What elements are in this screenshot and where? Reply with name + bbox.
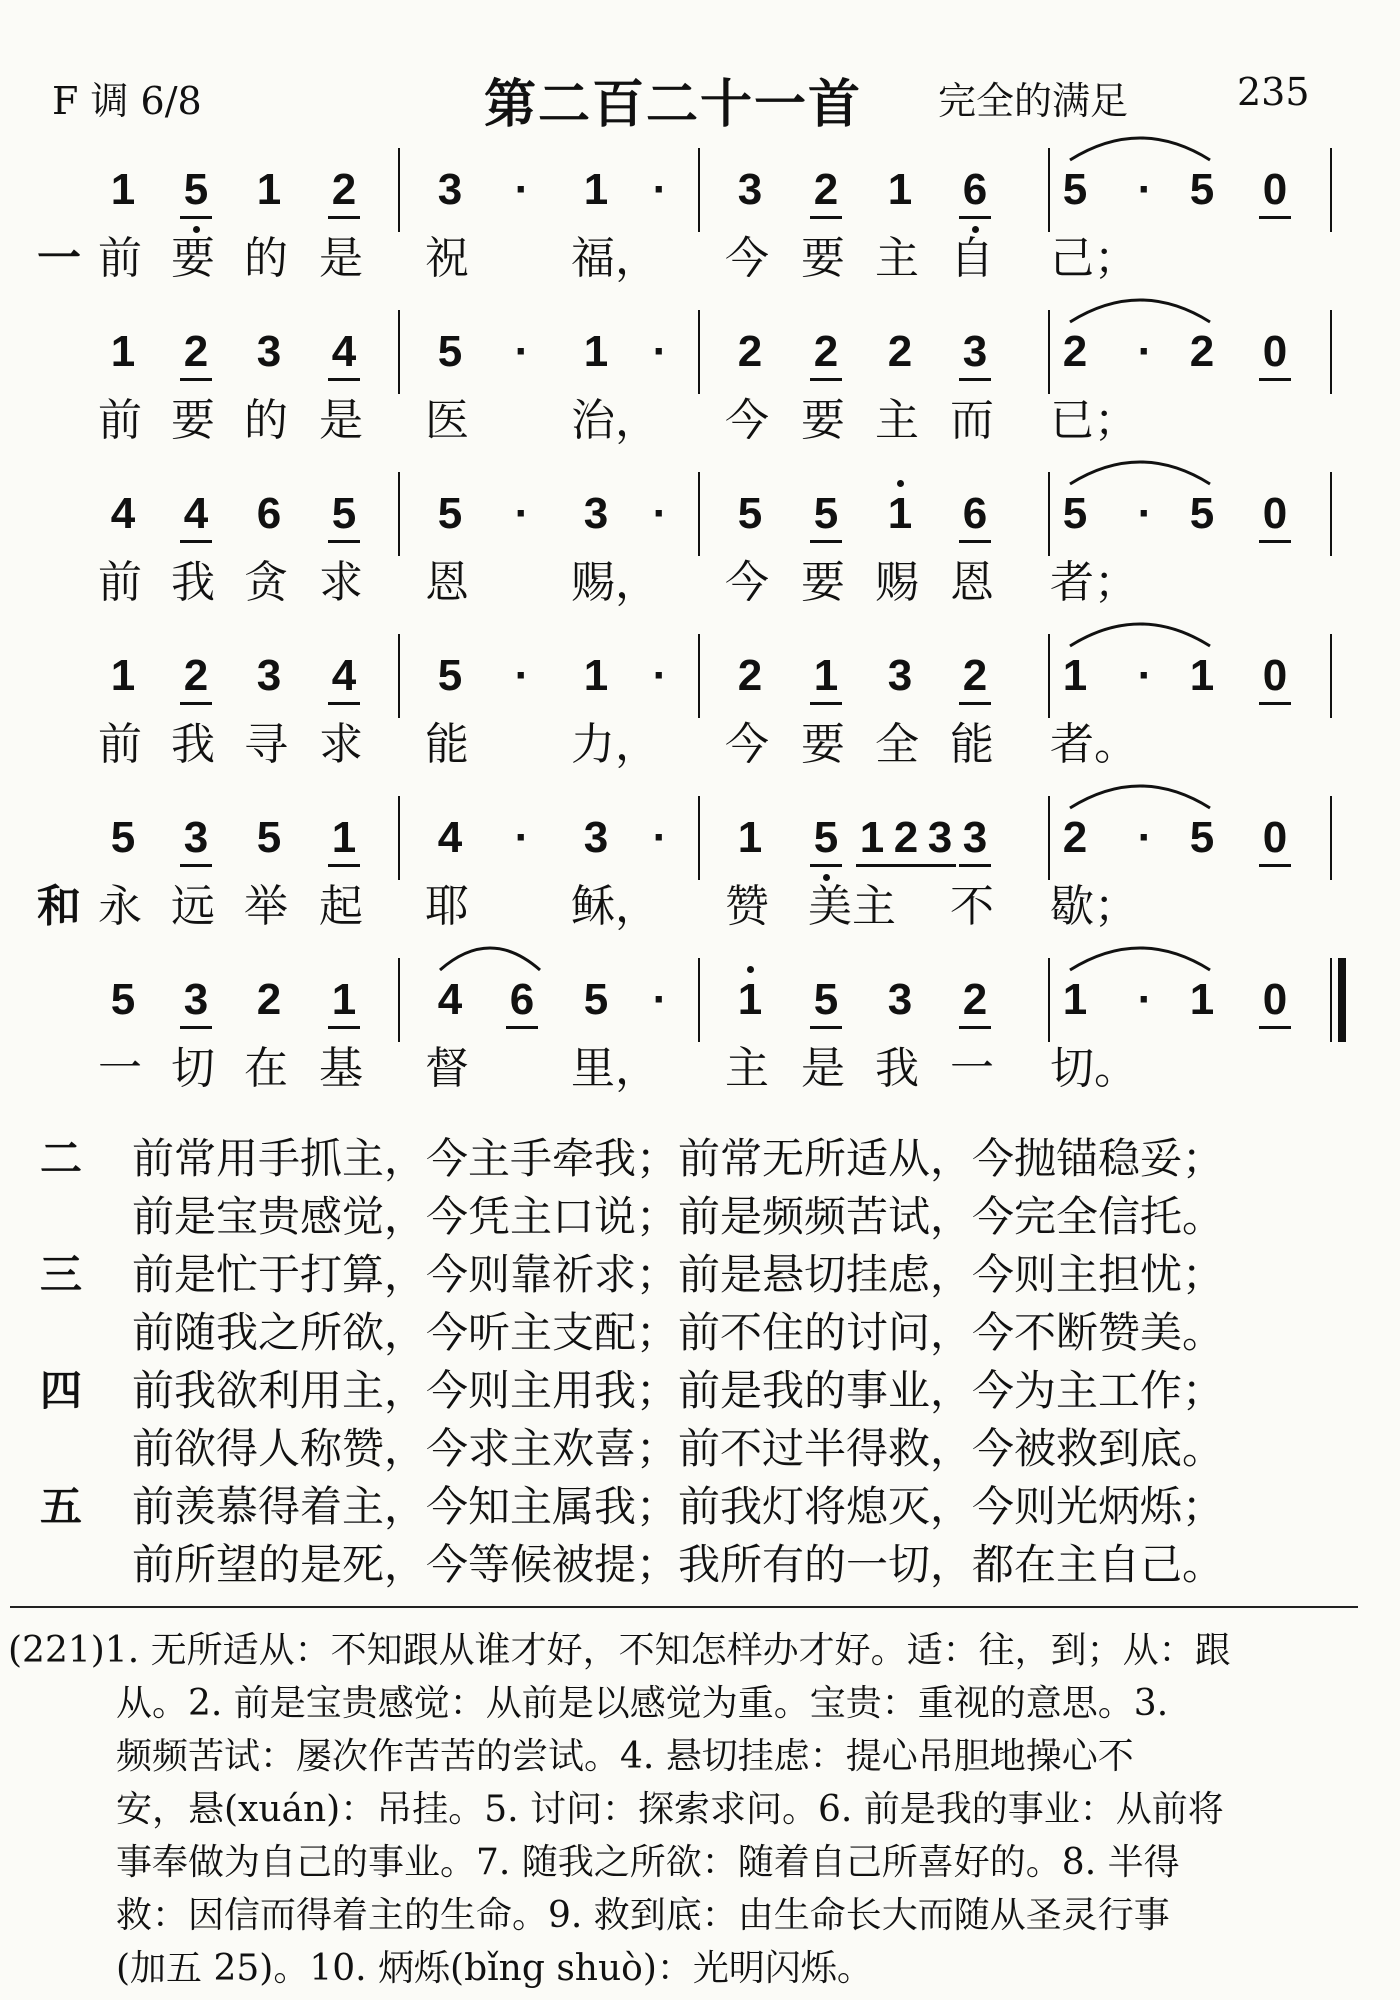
- lyric-syllable: 己；: [1050, 233, 1138, 284]
- stanza-text: 前是忙于打算，今则靠祈求；前是悬切挂虑，今则主担忧；: [132, 1250, 1225, 1299]
- stanza-text: 前常用手抓主，今主手牵我；前常无所适从，今抛锚稳妥；: [132, 1134, 1225, 1183]
- note: 1: [583, 651, 609, 700]
- note: 1: [583, 327, 609, 376]
- lyric-syllable: 能: [950, 719, 994, 770]
- stanza-texts: [40, 1130, 1380, 1594]
- octave-dot: [747, 966, 754, 973]
- note: 2: [962, 651, 988, 700]
- lyric-syllable: 不: [950, 881, 994, 932]
- beam-line: [180, 1026, 212, 1029]
- lyric-syllable: 全: [875, 719, 919, 770]
- lyric-syllable: 前: [98, 395, 142, 446]
- octave-dot: [823, 874, 830, 881]
- stanza-text: 前是宝贵感觉，今凭主口说；前是频频苦试，今完全信托。: [132, 1192, 1225, 1241]
- stanza-number: 二: [40, 1134, 83, 1183]
- note: 1: [859, 813, 885, 862]
- stanza-line: [40, 1304, 1380, 1362]
- beam-line: [1259, 540, 1291, 543]
- note: 5: [813, 489, 839, 538]
- note: 5: [1062, 489, 1088, 538]
- note: 1: [1189, 651, 1215, 700]
- lyric-syllable: 寻: [244, 719, 288, 770]
- note: 6: [962, 489, 988, 538]
- note: 3: [887, 651, 913, 700]
- beam-line: [810, 216, 842, 219]
- tie-slur: [1060, 610, 1220, 650]
- beam-line: [959, 864, 991, 867]
- stanza-line: [40, 1246, 1380, 1304]
- lyric-syllable: 前: [98, 557, 142, 608]
- note: 3: [256, 651, 282, 700]
- lyric-syllable: 一: [98, 1043, 142, 1094]
- beam-line: [959, 378, 991, 381]
- stanza-text: 前所望的是死，今等候被提；我所有的一切，都在主自己。: [132, 1540, 1225, 1589]
- note: 5: [256, 813, 282, 862]
- note: 5: [183, 165, 209, 214]
- barline: [398, 472, 400, 556]
- barline: [1048, 310, 1050, 394]
- lyric-syllable: 者；: [1050, 557, 1138, 608]
- note: 4: [331, 327, 357, 376]
- barline: [1048, 796, 1050, 880]
- note: 3: [583, 813, 609, 862]
- note: 5: [737, 489, 763, 538]
- lyric-syllable: 的: [244, 233, 288, 284]
- note: 6: [256, 489, 282, 538]
- lyric-syllable: 督: [425, 1043, 469, 1094]
- hymn-subtitle: 完全的满足: [938, 79, 1129, 123]
- note: 2: [1062, 813, 1088, 862]
- note: 1: [1062, 975, 1088, 1024]
- lyric-syllable: 福，: [571, 233, 659, 284]
- note: 5: [1189, 489, 1215, 538]
- octave-dot: [193, 226, 200, 233]
- lyric-syllable: 求: [319, 719, 363, 770]
- tie-slur: [1060, 934, 1220, 974]
- beam-line: [810, 378, 842, 381]
- lyric-syllable: 美主: [808, 881, 896, 932]
- barline: [698, 634, 700, 718]
- footnote-line: (221)1. 无所适从：不知跟从谁才好，不知怎样办才好。适：往，到；从：跟: [8, 1630, 1231, 1671]
- note: 1: [813, 651, 839, 700]
- barline: [1330, 472, 1332, 556]
- lyric-syllable: 切: [171, 1043, 215, 1094]
- note: 2: [813, 165, 839, 214]
- note: 4: [331, 651, 357, 700]
- note: ·: [1137, 975, 1153, 1024]
- note: 6: [962, 165, 988, 214]
- barline: [698, 148, 700, 232]
- lyric-syllable: 一: [950, 1043, 994, 1094]
- lyric-syllable: 永: [98, 881, 142, 932]
- note: ·: [514, 165, 530, 214]
- note: 1: [110, 165, 136, 214]
- beam-line: [1259, 1026, 1291, 1029]
- barline: [1330, 148, 1332, 232]
- note: 0: [1262, 327, 1288, 376]
- note: ·: [1137, 165, 1153, 214]
- tie-slur: [1060, 286, 1220, 326]
- barline: [698, 472, 700, 556]
- lyric-syllable: 治，: [571, 395, 659, 446]
- lyric-syllable: 是: [319, 395, 363, 446]
- barline: [1048, 634, 1050, 718]
- lyric-syllable: 我: [875, 1043, 919, 1094]
- note: 5: [437, 327, 463, 376]
- barline: [698, 310, 700, 394]
- note: 4: [183, 489, 209, 538]
- footnote-line: 救：因信而得着主的生命。9. 救到底：由生命长大而随从圣灵行事: [116, 1895, 1170, 1936]
- note: 1: [737, 975, 763, 1024]
- stanza-number: 五: [40, 1482, 83, 1531]
- key-signature: F 调 6/8: [52, 79, 202, 123]
- note: 5: [813, 813, 839, 862]
- stanza-line: [40, 1478, 1380, 1536]
- lyric-syllable: 赞: [725, 881, 769, 932]
- beam-line: [959, 216, 991, 219]
- note: 3: [437, 165, 463, 214]
- hymn-title: 第二百二十一首: [484, 75, 863, 135]
- octave-dot: [972, 226, 979, 233]
- lyric-syllable: 是: [801, 1043, 845, 1094]
- lyric-syllable: 赐，: [571, 557, 659, 608]
- beam-line: [328, 1026, 360, 1029]
- note: 1: [1189, 975, 1215, 1024]
- beam-line: [180, 216, 212, 219]
- note: 4: [110, 489, 136, 538]
- beam-line: [959, 702, 991, 705]
- note: ·: [514, 327, 530, 376]
- note: ·: [652, 327, 668, 376]
- beam-line: [810, 864, 842, 867]
- note: 0: [1262, 651, 1288, 700]
- octave-dot: [897, 480, 904, 487]
- note: ·: [1137, 327, 1153, 376]
- beam-line: [506, 1026, 538, 1029]
- note: 5: [1062, 165, 1088, 214]
- beam-line: [810, 540, 842, 543]
- lyric-syllable: 要: [801, 719, 845, 770]
- note: 1: [1062, 651, 1088, 700]
- lyric-syllable: 要: [801, 233, 845, 284]
- stanza-line: [40, 1362, 1380, 1420]
- lyric-syllable: 恩: [425, 557, 469, 608]
- note: 5: [437, 489, 463, 538]
- note: ·: [514, 651, 530, 700]
- note: 3: [583, 489, 609, 538]
- note: 1: [110, 651, 136, 700]
- lyric-syllable: 医: [425, 395, 469, 446]
- note: ·: [652, 651, 668, 700]
- note: 6: [509, 975, 535, 1024]
- lyric-syllable: 基: [319, 1043, 363, 1094]
- note: 2: [813, 327, 839, 376]
- lyric-syllable: 贪: [244, 557, 288, 608]
- lyric-syllable: 祝: [425, 233, 469, 284]
- note: 0: [1262, 975, 1288, 1024]
- lyric-syllable: 今: [725, 719, 769, 770]
- lyric-syllable: 今: [725, 395, 769, 446]
- note: 1: [583, 165, 609, 214]
- lyric-syllable: 切。: [1050, 1043, 1138, 1094]
- note: 1: [110, 327, 136, 376]
- beam-line: [1259, 864, 1291, 867]
- lyric-syllable: 今: [725, 233, 769, 284]
- note: 2: [962, 975, 988, 1024]
- stanza-line: [40, 1420, 1380, 1478]
- tie-slur: [1060, 772, 1220, 812]
- beam-line: [1259, 378, 1291, 381]
- lyric-syllable: 我: [171, 557, 215, 608]
- beam-line: [328, 864, 360, 867]
- note: 5: [110, 813, 136, 862]
- tie-slur: [430, 934, 550, 974]
- barline: [1048, 148, 1050, 232]
- stanza-line: [40, 1188, 1380, 1246]
- note: 5: [1189, 813, 1215, 862]
- lyric-syllable: 今: [725, 557, 769, 608]
- stanza-line: [40, 1130, 1380, 1188]
- barline: [398, 310, 400, 394]
- lyric-syllable: 已；: [1050, 395, 1138, 446]
- beam-line: [180, 378, 212, 381]
- note: 2: [1062, 327, 1088, 376]
- note: 2: [183, 327, 209, 376]
- lyric-syllable: 能: [425, 719, 469, 770]
- note: ·: [514, 489, 530, 538]
- footnote-line: 频频苦试：屡次作苦苦的尝试。4. 悬切挂虑：提心吊胆地操心不: [116, 1736, 1134, 1777]
- final-barline: [1338, 958, 1346, 1042]
- lyric-syllable: 歇；: [1050, 881, 1138, 932]
- stanza-number: 三: [40, 1250, 83, 1299]
- note: 5: [331, 489, 357, 538]
- lyric-syllable: 要: [801, 395, 845, 446]
- note: 3: [737, 165, 763, 214]
- lyric-syllable: 主: [725, 1043, 769, 1094]
- note: 5: [110, 975, 136, 1024]
- lyric-syllable: 要: [801, 557, 845, 608]
- lyric-syllable: 力，: [571, 719, 659, 770]
- barline: [1048, 472, 1050, 556]
- note: 3: [183, 813, 209, 862]
- note: ·: [652, 813, 668, 862]
- beam-line: [328, 540, 360, 543]
- lyric-syllable: 主: [875, 395, 919, 446]
- footnote-line: 安，悬(xuán)：吊挂。5. 讨问：探索求问。6. 前是我的事业：从前将: [116, 1789, 1224, 1830]
- lyric-syllable: 赐: [875, 557, 919, 608]
- beam-line: [856, 864, 956, 867]
- note: 4: [437, 975, 463, 1024]
- barline: [398, 958, 400, 1042]
- lyric-syllable: 恩: [950, 557, 994, 608]
- lyric-syllable: 的: [244, 395, 288, 446]
- note: 3: [962, 327, 988, 376]
- lyric-syllable: 要: [171, 395, 215, 446]
- note: ·: [652, 165, 668, 214]
- beam-line: [959, 540, 991, 543]
- beam-line: [810, 1026, 842, 1029]
- verse-mark: 和: [37, 881, 81, 932]
- note: 0: [1262, 165, 1288, 214]
- note: ·: [652, 489, 668, 538]
- lyric-syllable: 者。: [1050, 719, 1138, 770]
- barline: [1330, 310, 1332, 394]
- beam-line: [1259, 702, 1291, 705]
- note: 2: [893, 813, 919, 862]
- beam-line: [810, 702, 842, 705]
- lyric-syllable: 前: [98, 233, 142, 284]
- lyric-syllable: 要: [171, 233, 215, 284]
- tie-slur: [1060, 448, 1220, 488]
- beam-line: [328, 702, 360, 705]
- lyric-syllable: 远: [171, 881, 215, 932]
- lyric-syllable: 举: [244, 881, 288, 932]
- lyric-syllable: 在: [244, 1043, 288, 1094]
- note: 0: [1262, 813, 1288, 862]
- note: 5: [437, 651, 463, 700]
- stanza-line: [40, 1536, 1380, 1594]
- footnotes: [8, 1624, 1368, 1995]
- barline: [1330, 958, 1332, 1042]
- lyric-syllable: 求: [319, 557, 363, 608]
- lyric-syllable: 里，: [571, 1043, 659, 1094]
- note: ·: [1137, 489, 1153, 538]
- beam-line: [180, 702, 212, 705]
- lyric-syllable: 耶: [425, 881, 469, 932]
- stanza-text: 前羡慕得着主，今知主属我；前我灯将熄灭，今则光炳烁；: [132, 1482, 1225, 1531]
- footnote-line: 从。2. 前是宝贵感觉：从前是以感觉为重。宝贵：重视的意思。3.: [116, 1683, 1169, 1724]
- note: 5: [813, 975, 839, 1024]
- stanza-number: 四: [40, 1366, 83, 1415]
- lyric-syllable: 而: [950, 395, 994, 446]
- note: 3: [927, 813, 953, 862]
- note: 2: [737, 327, 763, 376]
- note: 3: [887, 975, 913, 1024]
- tie-slur: [1060, 124, 1220, 164]
- beam-line: [959, 1026, 991, 1029]
- lyric-syllable: 我: [171, 719, 215, 770]
- note: 1: [737, 813, 763, 862]
- lyric-syllable: 起: [319, 881, 363, 932]
- beam-line: [328, 378, 360, 381]
- note: 4: [437, 813, 463, 862]
- lyric-syllable: 自: [950, 233, 994, 284]
- beam-line: [180, 864, 212, 867]
- note: 2: [1189, 327, 1215, 376]
- note: 2: [331, 165, 357, 214]
- page-number: 235: [1237, 70, 1310, 114]
- lyric-syllable: 主: [875, 233, 919, 284]
- note: 0: [1262, 489, 1288, 538]
- barline: [698, 958, 700, 1042]
- note: 1: [331, 975, 357, 1024]
- note: 3: [256, 327, 282, 376]
- barline: [398, 634, 400, 718]
- note: 1: [256, 165, 282, 214]
- barline: [698, 796, 700, 880]
- note: ·: [652, 975, 668, 1024]
- note: 2: [737, 651, 763, 700]
- note: ·: [1137, 813, 1153, 862]
- note: 2: [183, 651, 209, 700]
- footnote-line: (加五 25)。10. 炳烁(bǐng shuò)：光明闪烁。: [116, 1948, 873, 1989]
- note: 3: [183, 975, 209, 1024]
- verse-mark: 一: [37, 233, 81, 284]
- footnote-line: 事奉做为自己的事业。7. 随我之所欲：随着自己所喜好的。8. 半得: [116, 1842, 1180, 1883]
- beam-line: [328, 216, 360, 219]
- barline: [1048, 958, 1050, 1042]
- beam-line: [1259, 216, 1291, 219]
- note: 1: [887, 165, 913, 214]
- note: 5: [1189, 165, 1215, 214]
- note: ·: [1137, 651, 1153, 700]
- stanza-text: 前我欲利用主，今则主用我；前是我的事业，今为主工作；: [132, 1366, 1225, 1415]
- stanza-text: 前欲得人称赞，今求主欢喜；前不过半得救，今被救到底。: [132, 1424, 1225, 1473]
- stanza-text: 前随我之所欲，今听主支配；前不住的讨问，今不断赞美。: [132, 1308, 1225, 1357]
- note: ·: [514, 813, 530, 862]
- barline: [398, 148, 400, 232]
- note: 2: [887, 327, 913, 376]
- note: 1: [331, 813, 357, 862]
- section-divider: [10, 1606, 1358, 1608]
- note: 1: [887, 489, 913, 538]
- note: 2: [256, 975, 282, 1024]
- lyric-syllable: 是: [319, 233, 363, 284]
- note: 3: [962, 813, 988, 862]
- barline: [1330, 796, 1332, 880]
- lyric-syllable: 前: [98, 719, 142, 770]
- lyric-syllable: 稣，: [571, 881, 659, 932]
- note: 5: [583, 975, 609, 1024]
- beam-line: [180, 540, 212, 543]
- barline: [398, 796, 400, 880]
- barline: [1330, 634, 1332, 718]
